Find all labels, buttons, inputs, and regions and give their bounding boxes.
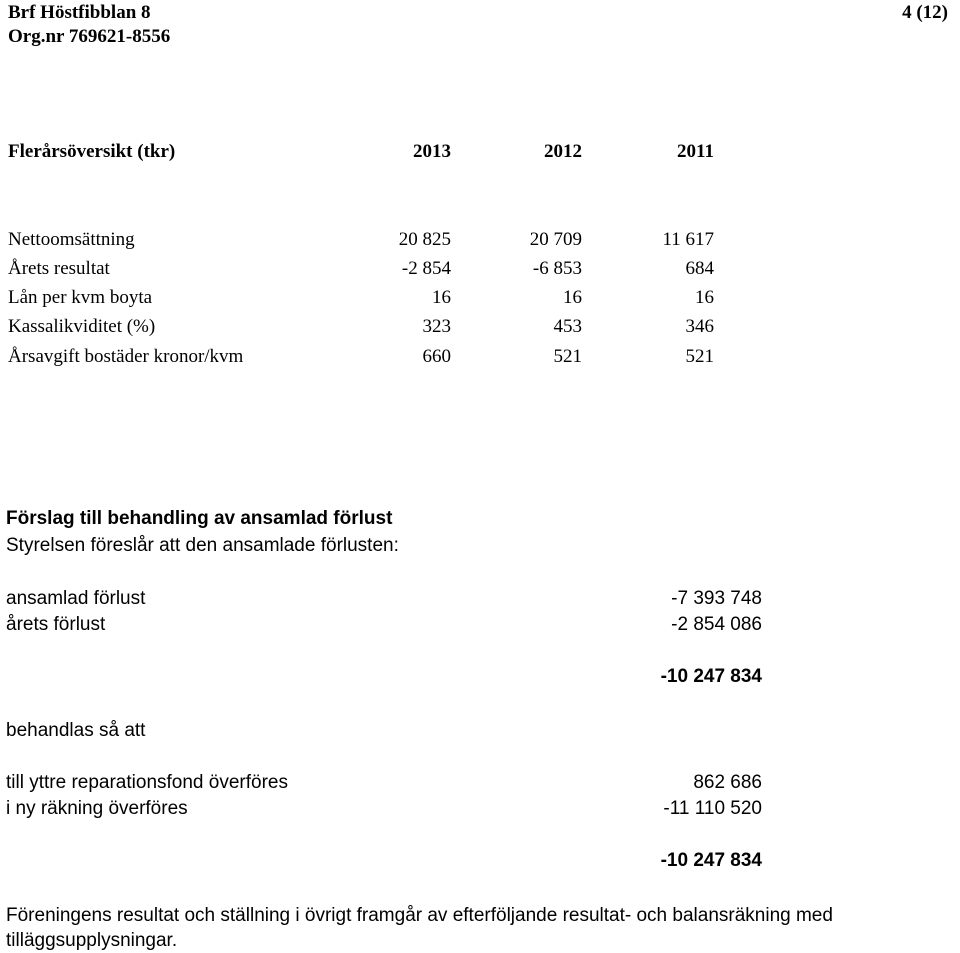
row-value: -6 853: [532, 258, 582, 279]
row-label: Årets resultat: [8, 258, 110, 279]
row-value: 521: [553, 346, 582, 367]
item-value: -11 110 520: [663, 798, 762, 819]
total-value: -10 247 834: [660, 850, 762, 871]
row-value: 16: [563, 287, 582, 308]
row-value: 11 617: [662, 229, 714, 250]
item-label: i ny räkning överföres: [6, 798, 188, 819]
org-name: Brf Höstfibblan 8: [8, 2, 151, 23]
item-value: -2 854 086: [671, 614, 762, 635]
year-header: 2011: [677, 141, 714, 162]
year-header: 2012: [544, 141, 582, 162]
row-value: -2 854: [401, 258, 451, 279]
treated-label: behandlas så att: [6, 720, 146, 741]
item-label: till yttre reparationsfond överföres: [6, 772, 288, 793]
row-value: 684: [685, 258, 714, 279]
row-value: 323: [422, 316, 451, 337]
row-value: 20 709: [529, 229, 582, 250]
row-value: 16: [432, 287, 451, 308]
proposal-heading: Förslag till behandling av ansamlad förlust: [6, 508, 393, 529]
row-label: Nettoomsättning: [8, 229, 135, 250]
item-value: -7 393 748: [671, 588, 762, 609]
page-number: 4 (12): [902, 2, 948, 23]
row-value: 453: [553, 316, 582, 337]
row-label: Kassalikviditet (%): [8, 316, 156, 337]
row-value: 346: [685, 316, 714, 337]
row-value: 660: [422, 346, 451, 367]
row-value: 20 825: [398, 229, 451, 250]
footer-paragraph: Föreningens resultat och ställning i övrigt framgår av efterföljande resultat- och balansräkning med tilläggsupplysningar.: [6, 905, 833, 951]
row-value: 521: [685, 346, 714, 367]
item-label: årets förlust: [6, 614, 106, 635]
proposal-intro: Styrelsen föreslår att den ansamlade förlusten:: [6, 535, 399, 556]
org-number: Org.nr 769621-8556: [8, 26, 171, 47]
item-value: 862 686: [693, 772, 762, 793]
item-label: ansamlad förlust: [6, 588, 146, 609]
row-value: 16: [695, 287, 714, 308]
row-label: Lån per kvm boyta: [8, 287, 153, 308]
row-label: Årsavgift bostäder kronor/kvm: [8, 346, 244, 367]
multi-year-title: Flerårsöversikt (tkr): [8, 141, 176, 162]
subtotal-value: -10 247 834: [660, 666, 762, 687]
year-header: 2013: [413, 141, 451, 162]
